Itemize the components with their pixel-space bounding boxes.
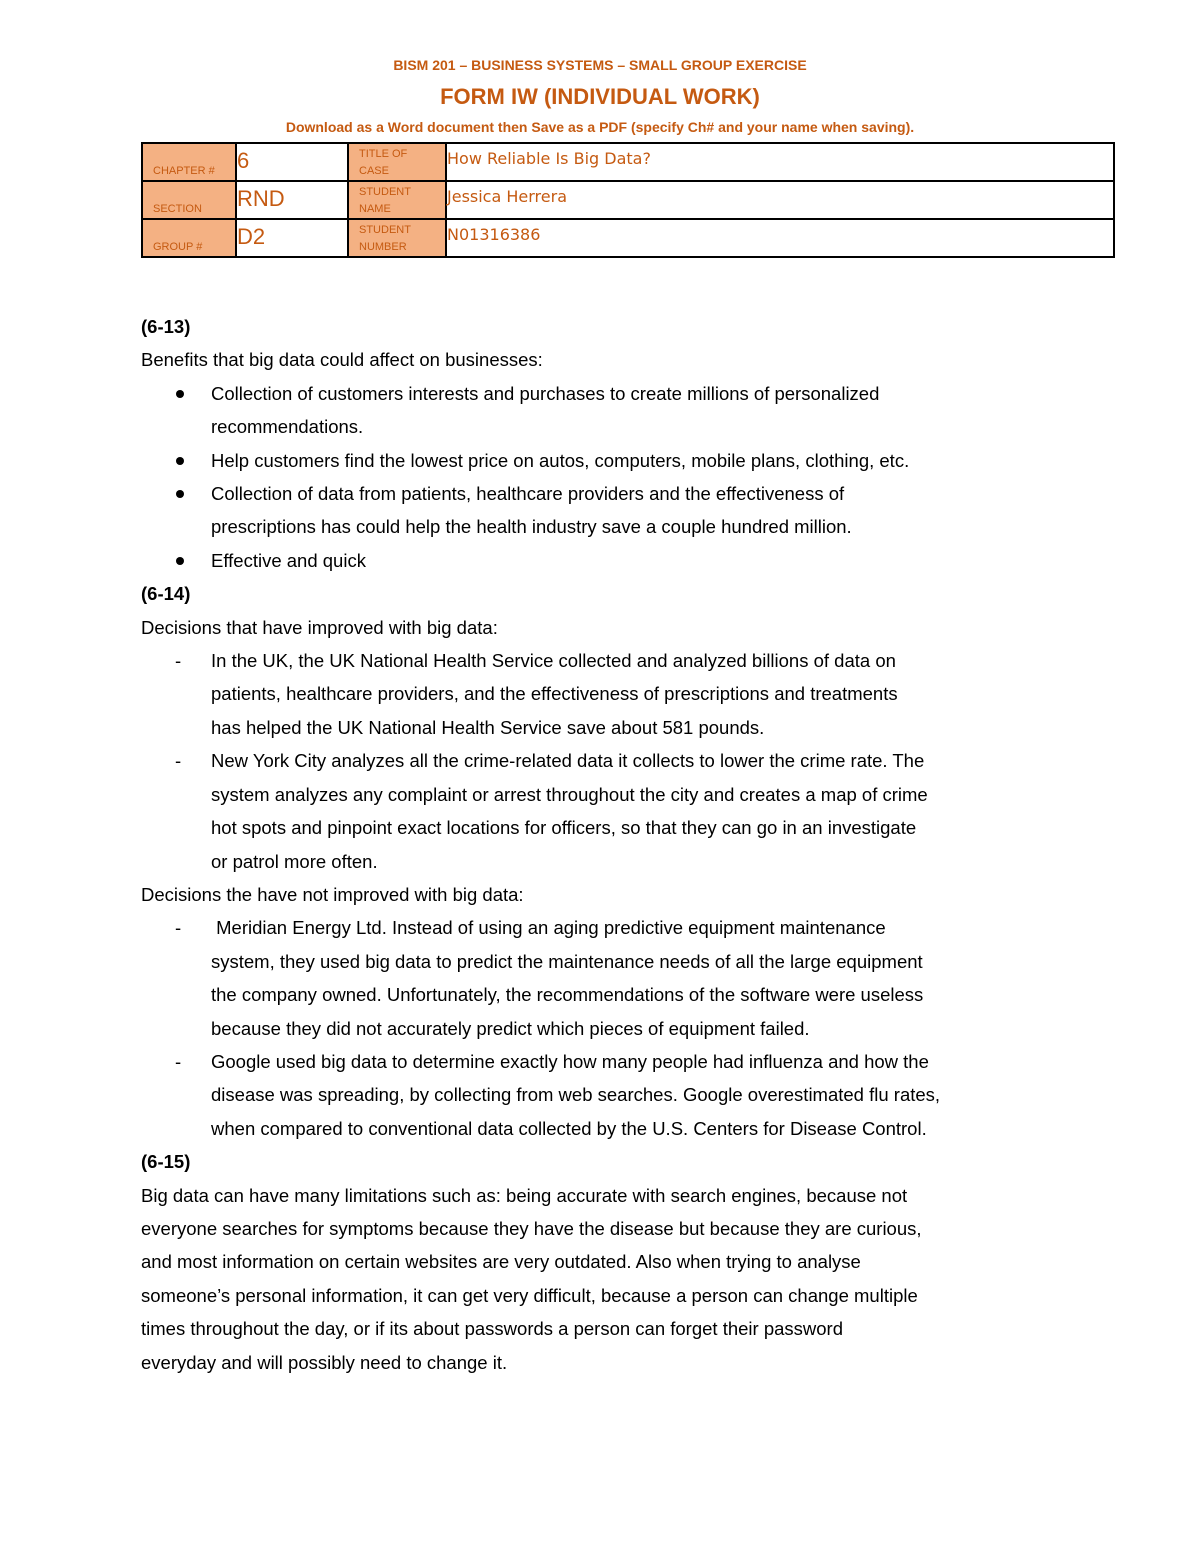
- q15-paragraph: Big data can have many limitations such as: being accurate with search engines, because not everyone searches for symptoms because they have the disease but because they are curious, and most information on certain websites are very outdated. Also when trying to analyse someone’s personal information, it can get very difficult, because a person can change multiple times throughout the day, or if its about passwords a person can forget their password everyday and will possibly need to change it.: [141, 1184, 922, 1373]
- q14-improved-list: [141, 644, 1081, 878]
- title-label-cell: [348, 143, 446, 181]
- list-item: - Meridian Energy Ltd. Instead of using an aging predictive equipment maintenance system, they used big data to predict the maintenance needs of all the large equipment the company owned. Unfortunately, the recommendations of the software were useless because they did not accurately predict which pieces of equipment failed.: [141, 911, 1081, 1045]
- course-line: BISM 201 – BUSINESS SYSTEMS – SMALL GROUP EXERCISE: [393, 57, 807, 73]
- q13-heading: (6-13): [141, 316, 191, 337]
- student-number-value: N01316386: [446, 219, 1114, 257]
- group-value: D2: [236, 219, 348, 257]
- list-item: Help customers find the lowest price on autos, computers, mobile plans, clothing, etc.: [141, 444, 1081, 477]
- q14-heading: (6-14): [141, 583, 191, 605]
- table-row: [142, 181, 1114, 219]
- section-label: SECTION: [153, 203, 202, 215]
- q14-not-improved-intro: Decisions the have not improved with big data:: [141, 883, 524, 905]
- chapter-label: CHAPTER #: [153, 165, 215, 177]
- table-row: [142, 219, 1114, 257]
- form-title: FORM IW (INDIVIDUAL WORK): [440, 84, 760, 109]
- student-name-label-line2: NAME: [359, 203, 391, 215]
- student-name-label-cell: [348, 181, 446, 219]
- q14-not-improved-list: [141, 911, 1081, 1145]
- group-label: GROUP #: [153, 241, 203, 253]
- student-number-label-line2: NUMBER: [359, 241, 407, 253]
- list-item: Collection of data from patients, healthcare providers and the effectiveness of prescriptions has could help the health industry save a couple hundred million.: [141, 477, 1081, 544]
- student-number-label-line1: STUDENT: [359, 224, 411, 236]
- section-value: RND: [236, 181, 348, 219]
- chapter-value: 6: [236, 143, 348, 181]
- answer-body: [141, 310, 1081, 1379]
- table-row: [142, 143, 1114, 181]
- list-item: Effective and quick: [141, 544, 1081, 577]
- list-item: Collection of customers interests and purchases to create millions of personalized recommendations.: [141, 377, 1081, 444]
- student-name-label-line1: STUDENT: [359, 186, 411, 198]
- title-label-line1: TITLE OF: [359, 148, 408, 160]
- group-label-cell: [142, 219, 236, 257]
- case-title-value: How Reliable Is Big Data?: [446, 143, 1114, 181]
- list-item: - Google used big data to determine exactly how many people had influenza and how the disease was spreading, by collecting from web searches. Google overestimated flu rates, when compared to conventional data collected by the U.S. Centers for Disease Control.: [141, 1045, 1081, 1145]
- q15-heading: (6-15): [141, 1151, 191, 1173]
- case-info-table: [141, 142, 1115, 258]
- section-label-cell: [142, 181, 236, 219]
- student-name-value: Jessica Herrera: [446, 181, 1114, 219]
- q13-benefits-list: [141, 377, 1081, 577]
- q14-improved-intro: Decisions that have improved with big data:: [141, 616, 498, 638]
- save-instruction: Download as a Word document then Save as a PDF (specify Ch# and your name when saving).: [285, 119, 915, 135]
- list-item: - In the UK, the UK National Health Service collected and analyzed billions of data on patients, healthcare providers, and the effectiveness of prescriptions and treatments has helped the UK National Health Service save about 581 pounds.: [141, 644, 1081, 744]
- list-item: - New York City analyzes all the crime-related data it collects to lower the crime rate. The system analyzes any complaint or arrest throughout the city and creates a map of crime hot spots and pinpoint exact locations for officers, so that they can go in an investigate or patrol more often.: [141, 744, 1081, 878]
- chapter-label-cell: [142, 143, 236, 181]
- q13-intro: Benefits that big data could affect on businesses:: [141, 349, 543, 371]
- student-number-label-cell: [348, 219, 446, 257]
- title-label-line2: CASE: [359, 165, 389, 177]
